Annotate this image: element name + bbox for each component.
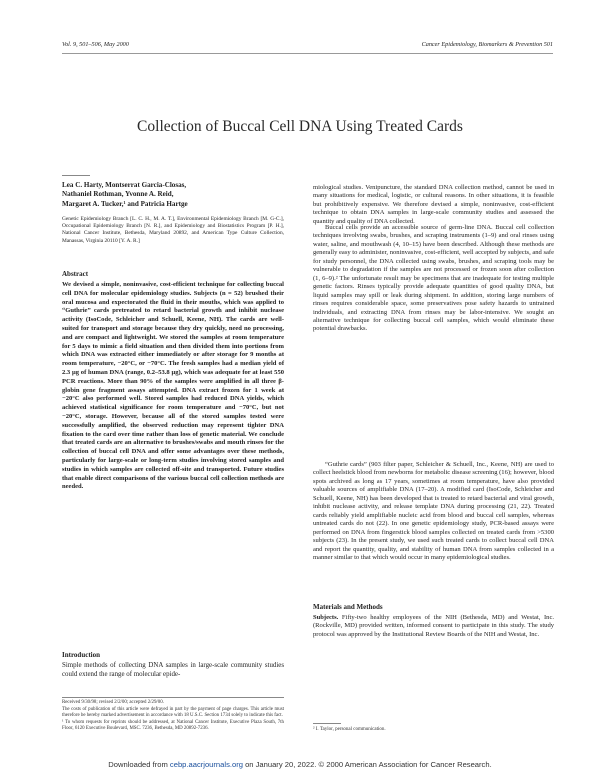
received-dates: Received 9/30/98; revised 2/2/00; accepted 2/29/00. xyxy=(62,700,164,705)
article-title: Collection of Buccal Cell DNA Using Treated Cards xyxy=(137,118,463,135)
author-line: Margaret A. Tucker,¹ and Patricia Hartge xyxy=(62,199,188,208)
author-list xyxy=(62,181,284,209)
journal-link[interactable]: cebp.aacrjournals.org xyxy=(169,760,243,769)
materials-methods-heading: Materials and Methods xyxy=(313,603,383,611)
introduction-heading: Introduction xyxy=(62,651,100,659)
buccal-cells-paragraph: Buccal cells provide an accessible source of germ-line DNA. Buccal cell collection techniques involving swabs, brushes, and scraping instruments (1–9) and oral rinses using water, saline, and mouthwash (4, 10–15) have been described. Although these methods are generally easy to administer, noninvasive, cost-efficient, well accepted by subjects, and safe for study personnel, the DNA collected using swabs, brushes, and scraping tools may be vulnerable to degradation if the samples are not processed or frozen soon after collection (1, 6–9).² The unfortunate result may be specimens that are inadequate for testing multiple genetic factors. Rinses typically provide adequate quantities of good quality DNA, but liquid samples may spill or leak during shipment. In addition, storing large numbers of rinses requires considerable space, some preservatives pose safety hazards to untrained individuals, and extracting DNA from rinses may be labor-intensive. We sought an alternative technique for collecting buccal cell samples, which would eliminate these potential drawbacks. xyxy=(313,224,554,333)
author-line: Lea C. Harty, Montserrat Garcia-Closas, xyxy=(62,181,187,189)
running-header xyxy=(62,41,553,54)
publication-cost-note: The costs of publication of this article were defrayed in part by the payment of page charges. This article must therefore be hereby marked advertisement in accordance with 18 U.S.C. Section 1734 solely to indicate this fact. xyxy=(62,706,284,718)
footnote-divider xyxy=(62,697,284,698)
author-affiliations: Genetic Epidemiology Branch [L. C. H., M. A. T.], Environmental Epidemiology Branch [M. G-C.], Occupational Epidemiology Branch [N. R.], and Epidemiology and Biostatistics Program [P. H.], National Cancer Institute, Bethesda, Maryland 20892, and American Type Culture Collection, Manassas, Virginia 20110 [Y. A. R.] xyxy=(62,216,284,244)
left-footnotes xyxy=(62,700,284,733)
abstract-heading: Abstract xyxy=(62,270,89,278)
subjects-paragraph xyxy=(313,614,554,639)
download-footer xyxy=(0,760,600,769)
footer-prefix: Downloaded from xyxy=(108,760,170,769)
personal-communication-footnote: ² I. Taylor, personal communication. xyxy=(313,727,386,732)
abstract-text: We devised a simple, noninvasive, cost-efficient technique for collecting buccal cell DNA for molecular epidemiology studies. Subjects (n = 52) brushed their oral mucosa and expectorated the fluid in their mouths, which was applied to “Guthrie” cards pretreated to retard bacterial growth and inhibit nuclease activity (IsoCode, Schleicher and Schuell, Keene, NH). The cards are well-suited for transport and storage because they dry quickly, need no processing, and are compact and lightweight. We stored the samples at room temperature for 5 days to mimic a field situation and then divided them into portions from which DNA was extracted either immediately or after storage for 9 months at room temperature, −20°C, or −70°C. The fresh samples had a median yield of 2.3 μg of human DNA (range, 0.2–53.8 μg), which was adequate for at least 550 PCR reactions. More than 90% of the samples were amplified in all three β-globin gene fragment assays attempted. DNA extract frozen for 1 week at −20°C also performed well. Stored samples had reduced DNA yields, which achieved statistical significance for room temperature and −70°C, but not −20°C, storage. However, because all of the stored samples tested were successfully amplified, the observed reduction may represent tighter DNA fixation to the card over time rather than loss of genetic material. We conclude that treated cards are an alternative to brushes/swabs and mouth rinses for the collection of buccal cell DNA and offer some advantages over these methods, particularly for large-scale or long-term studies involving stored samples and studies in which samples are collected off-site and transported. Future studies that enable direct comparisons of the various buccal cell collection methods are needed. xyxy=(62,281,284,491)
subjects-text: Fifty-two healthy employees of the NIH (Bethesda, MD) and Westat, Inc. (Rockville, MD) provided written, informed consent to participate in this study. The study protocol was approved by the Institutional Review Boards of the NIH and Westat, Inc. xyxy=(313,614,554,638)
footer-suffix: on January 20, 2022. © 2000 American Association for Cancer Research. xyxy=(242,760,492,769)
journal-name-page: Cancer Epidemiology, Biomarkers & Prevention 501 xyxy=(421,41,553,48)
author-line: Nathaniel Rothman, Yvonne A. Reid, xyxy=(62,190,174,199)
introduction-text: Simple methods of collecting DNA samples in large-scale community studies could extend the range of molecular epide- xyxy=(62,662,284,678)
subjects-label: Subjects. xyxy=(313,614,339,621)
right-footnote-divider xyxy=(313,723,341,724)
reprint-request-note: ¹ To whom requests for reprints should be addressed, at National Cancer Institute, Executive Plaza South, 7th Floor, 6120 Executive Boulevard, MSC. 7236, Bethesda, MD 20892-7236. xyxy=(62,719,284,731)
intro-continuation: miological studies. Venipuncture, the standard DNA collection method, cannot be used in many situations for medical, logistic, or cultural reasons. In other situations, it is feasible but prohibitively expensive. We therefore devised a simple, noninvasive, cost-efficient technique to obtain DNA samples in large-scale community studies and assessed the quantity and quality of DNA collected. xyxy=(313,184,554,225)
journal-volume-info: Vol. 9, 501–506, May 2000 xyxy=(62,41,129,48)
guthrie-cards-paragraph: “Guthrie cards” (903 filter paper, Schleicher & Schuell, Inc., Keene, NH) are used to collect heelstick blood from newborns for metabolic disease screening (16); however, blood spots archived as long as 17 years, sometimes at room temperature, have also provided valuable sources of amplifiable DNA (17–20). A modified card (IsoCode, Schleicher and Schuell, Keene, NH) has been developed that is treated to retard bacterial and viral growth, inhibit nuclease activity, and release template DNA during processing (21, 22). Treated cards reliably yield amplifiable nucleic acid from blood and buccal cell samples, whereas untreated cards do not (22). In one genetic epidemiology study, PCR-based assays were performed on DNA from fingerstick blood samples collected on treated cards from >5300 subjects (23). In the present study, we used such treated cards to collect buccal cell DNA and report the quantity, quality, and stability of human DNA from samples collected in a manner similar to that which would occur in many epidemiological studies. xyxy=(313,461,554,561)
author-divider xyxy=(62,175,90,176)
